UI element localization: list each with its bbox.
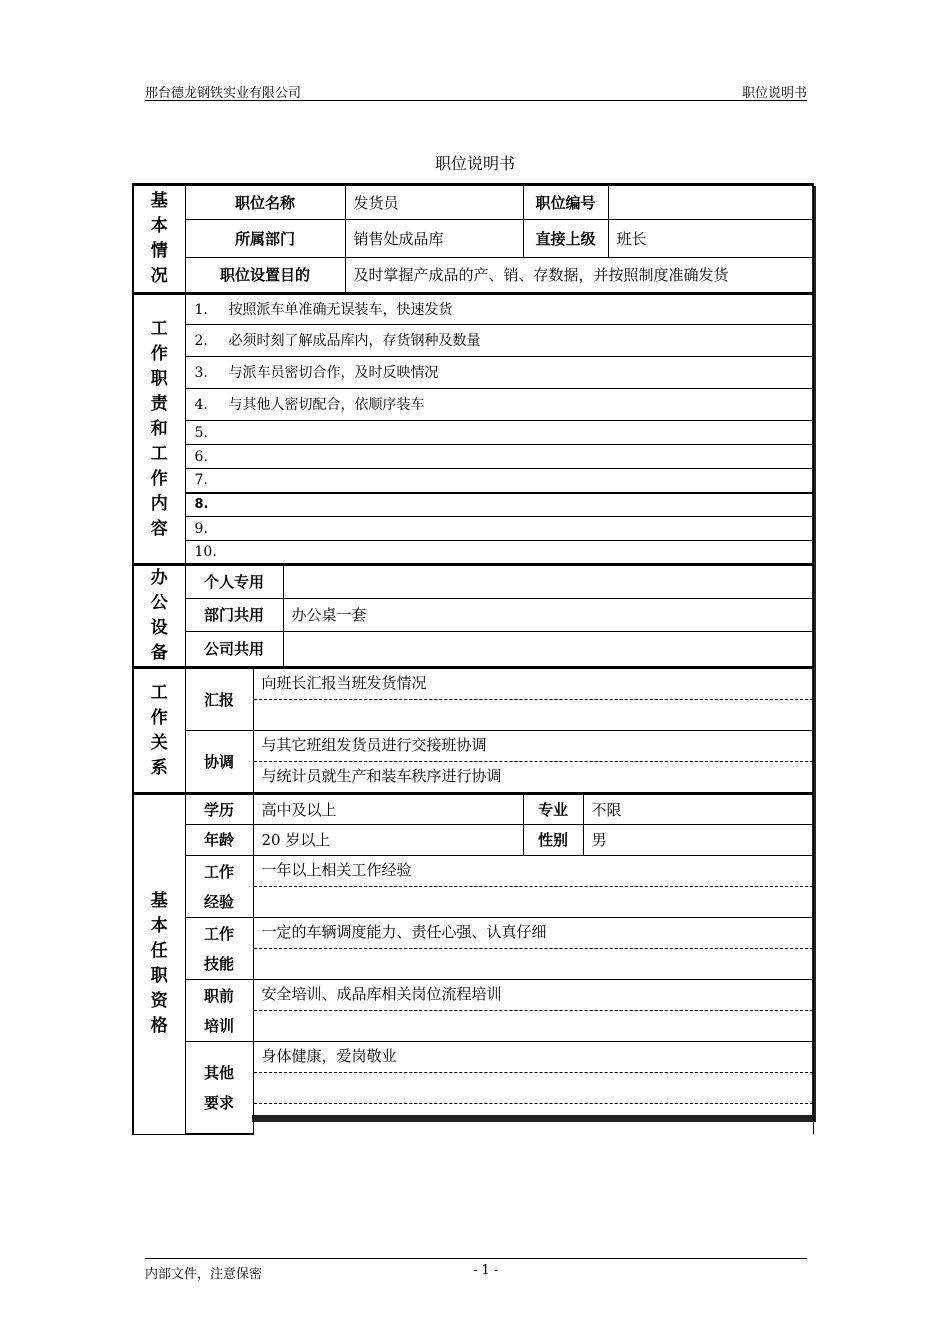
- duty-item: 2. 必须时刻了解成品库内，存货钢种及数量: [185, 325, 813, 357]
- duty-item: 10.: [185, 541, 813, 565]
- other-requirements-line: 身体健康，爱岗敬业: [254, 1042, 813, 1073]
- page-footer: [145, 1258, 807, 1282]
- report-label: 汇报: [185, 668, 253, 731]
- skills-line: 一定的车辆调度能力、责任心强、认真仔细: [254, 918, 813, 949]
- page-header: [145, 82, 807, 101]
- page-number: - 1 -: [473, 1263, 499, 1278]
- position-name-label: 职位名称: [185, 185, 345, 220]
- duty-item: 5.: [185, 421, 813, 445]
- coordinate-line: 与统计员就生产和装车秩序进行协调: [261, 767, 502, 785]
- position-code-value: [608, 185, 813, 220]
- dept-equipment-label: 部门共用: [185, 598, 283, 632]
- personal-equipment-value: [283, 565, 813, 599]
- company-name: 邢台德龙钢铁实业有限公司: [145, 86, 302, 101]
- company-equipment-label: 公司共用: [185, 632, 283, 668]
- report-line: [254, 700, 813, 730]
- other-requirements-line: [254, 1073, 813, 1104]
- gender-label: 性别: [523, 825, 583, 856]
- coordinate-line: 与其它班组发货员进行交接班协调: [254, 731, 813, 762]
- section-relations: 工作关系: [133, 668, 185, 794]
- other-requirements-label: 其他要求: [185, 1042, 253, 1135]
- department-value: 销售处成品库: [345, 220, 523, 258]
- training-line: [254, 1011, 813, 1041]
- training-lines: [253, 980, 813, 1042]
- training-label: 职前培训: [185, 980, 253, 1042]
- other-requirements-line: [254, 1104, 813, 1134]
- duty-item: 7.: [185, 469, 813, 493]
- gender-value: 男: [583, 825, 813, 856]
- age-value: 20 岁以上: [253, 825, 523, 856]
- education-label: 学历: [185, 794, 253, 825]
- department-label: 所属部门: [185, 220, 345, 258]
- experience-label: 工作经验: [185, 856, 253, 918]
- supervisor-label: 直接上级: [523, 220, 608, 258]
- purpose-label: 职位设置目的: [185, 258, 345, 294]
- duty-item: 9.: [185, 517, 813, 541]
- position-code-label: 职位编号: [523, 185, 608, 220]
- skills-label: 工作技能: [185, 918, 253, 980]
- duty-item: 1. 按照派车单准确无误装车，快速发货: [185, 294, 813, 325]
- company-equipment-value: [283, 632, 813, 668]
- other-requirements-lines: [253, 1042, 813, 1135]
- section-equipment: 办公设备: [133, 565, 185, 668]
- duty-item: 6.: [185, 445, 813, 469]
- experience-lines: [253, 856, 813, 918]
- duty-item: 3. 与派车员密切合作，及时反映情况: [185, 357, 813, 389]
- position-name-value: 发货员: [345, 185, 523, 220]
- age-label: 年龄: [185, 825, 253, 856]
- page-title: 职位说明书: [434, 154, 515, 173]
- header-doc-type: 职位说明书: [741, 86, 807, 101]
- section-qualifications: 基本任职资格: [133, 794, 185, 1135]
- experience-line: 一年以上相关工作经验: [254, 856, 813, 887]
- training-line: 安全培训、成品库相关岗位流程培训: [254, 980, 813, 1011]
- coordinate-lines: [253, 731, 813, 794]
- major-value: 不限: [583, 794, 813, 825]
- duty-item: 8.: [185, 493, 813, 517]
- major-label: 专业: [523, 794, 583, 825]
- education-value: 高中及以上: [253, 794, 523, 825]
- section-duties: 工作职责和工作内容: [133, 294, 185, 565]
- dept-equipment-value: 办公桌一套: [283, 598, 813, 632]
- skills-line: [254, 949, 813, 979]
- job-description-table: [132, 183, 812, 1115]
- confidential-note: 内部文件，注意保密: [145, 1267, 263, 1282]
- coordinate-label: 协调: [185, 731, 253, 794]
- report-lines: [253, 668, 813, 731]
- personal-equipment-label: 个人专用: [185, 565, 283, 599]
- skills-lines: [253, 918, 813, 980]
- purpose-value: 及时掌握产成品的产、销、存数据，并按照制度准确发货: [345, 258, 813, 294]
- supervisor-value: 班长: [608, 220, 813, 258]
- duty-item: 4. 与其他人密切配合，依顺序装车: [185, 389, 813, 421]
- experience-line: [254, 887, 813, 917]
- report-line: 向班长汇报当班发货情况: [254, 669, 813, 700]
- section-basic: 基本情况: [133, 185, 185, 294]
